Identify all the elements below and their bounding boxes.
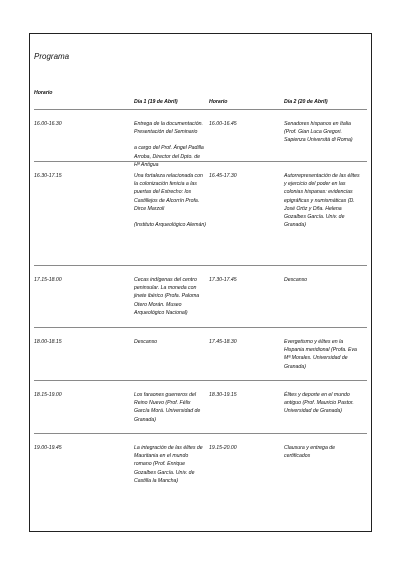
- schedule-row: [34, 381, 367, 433]
- time2-cell: 19.15-20.00: [209, 445, 237, 451]
- time2-cell: 17.45-18.30: [209, 339, 237, 345]
- day2-cell: [284, 120, 362, 145]
- schedule-row: [34, 162, 367, 265]
- day1-paragraph: Una fortaleza relacionada con la colonización fenicia a las puertas del Estrecho: los Castillejos de Alcorrín Profa. Dirce Marzoli: [134, 173, 203, 212]
- day2-cell: [284, 444, 362, 460]
- schedule-row: [34, 328, 367, 380]
- day1-cell: [134, 338, 206, 346]
- day1-paragraph: (Instituto Arqueológico Alemán): [134, 222, 206, 229]
- day2-paragraph: Senadores hispanos en Italia (Prof. Gian Luca Gregori. Sapienza Università di Roma): [284, 121, 353, 144]
- schedule-table: [34, 99, 367, 504]
- time2-cell: 17.30-17.45: [209, 277, 237, 283]
- day1-header: Día 1 (19 de Abril): [134, 99, 178, 105]
- second-time-header: Horario: [209, 99, 228, 105]
- day1-paragraph: Entrega de la documentación. Presentación del Seminario: [134, 121, 203, 136]
- day2-paragraph: Evergetismo y élites en la Hispania meridional (Profa. Eva Mª Morales. Universidad de Granada): [284, 339, 357, 370]
- time1-cell: 18.00-18.15: [34, 339, 62, 345]
- day2-cell: [284, 338, 362, 371]
- time1-cell: 16.00-16.30: [34, 121, 62, 127]
- time1-cell: 17.15-18.00: [34, 277, 62, 283]
- day1-cell: [134, 391, 206, 424]
- time2-cell: 16.45-17.30: [209, 173, 237, 179]
- day2-cell: [284, 172, 362, 229]
- schedule-row: [34, 434, 367, 504]
- schedule-row: [34, 110, 367, 168]
- day1-paragraph: Los faraones guerreros del Reino Nuevo (Prof. Félix García Morá. Universidad de Granada): [134, 392, 201, 423]
- time1-cell: 19.00-19.45: [34, 445, 62, 451]
- time2-cell: 16.00-16.45: [209, 121, 237, 127]
- day1-paragraph: La integración de las élites de Mauritania en el mundo romano (Prof. Enrique Gozalbes García. Univ. de Castilla la Mancha): [134, 445, 203, 484]
- schedule-row: [34, 266, 367, 327]
- day1-cell: [134, 444, 206, 485]
- day2-cell: [284, 391, 362, 416]
- schedule-header-row: [34, 99, 367, 109]
- first-time-header: Horario: [34, 90, 53, 96]
- day1-cell: [134, 276, 206, 317]
- day1-paragraph: Descanso: [134, 339, 158, 345]
- time2-cell: 18.30-19.15: [209, 392, 237, 398]
- day2-paragraph: Descanso: [284, 277, 308, 283]
- day2-cell: [284, 276, 362, 284]
- day1-paragraph: Cecas indígenas del centro peninsular. La moneda con jinete ibérico (Profa. Paloma Otero Morán. Museo Arqueológico Nacional): [134, 277, 200, 316]
- document-title: Programa: [34, 52, 70, 61]
- time1-cell: 16.30-17.15: [34, 173, 62, 179]
- day1-cell: [134, 172, 206, 229]
- day2-header: Día 2 (20 de Abril): [284, 99, 328, 105]
- day1-paragraph: a cargo del Prof. Ángel Padilla Arroba, Director del Dpto. de Hª Antigua: [134, 145, 204, 168]
- time1-cell: 18.15-19.00: [34, 392, 62, 398]
- day2-paragraph: Clausura y entrega de certificados: [284, 445, 336, 460]
- day2-paragraph: Autorrepresentación de las élites y ejercicio del poder en las colonias hispanas: evidencias epigráficas y numismáticas (D. José Ortiz y Dña. Helena Gozalbes García. Univ. de Granada): [284, 173, 360, 229]
- day2-paragraph: Élites y deporte en el mundo antiguo (Prof. Mauricio Pastor. Universidad de Granada): [284, 392, 354, 415]
